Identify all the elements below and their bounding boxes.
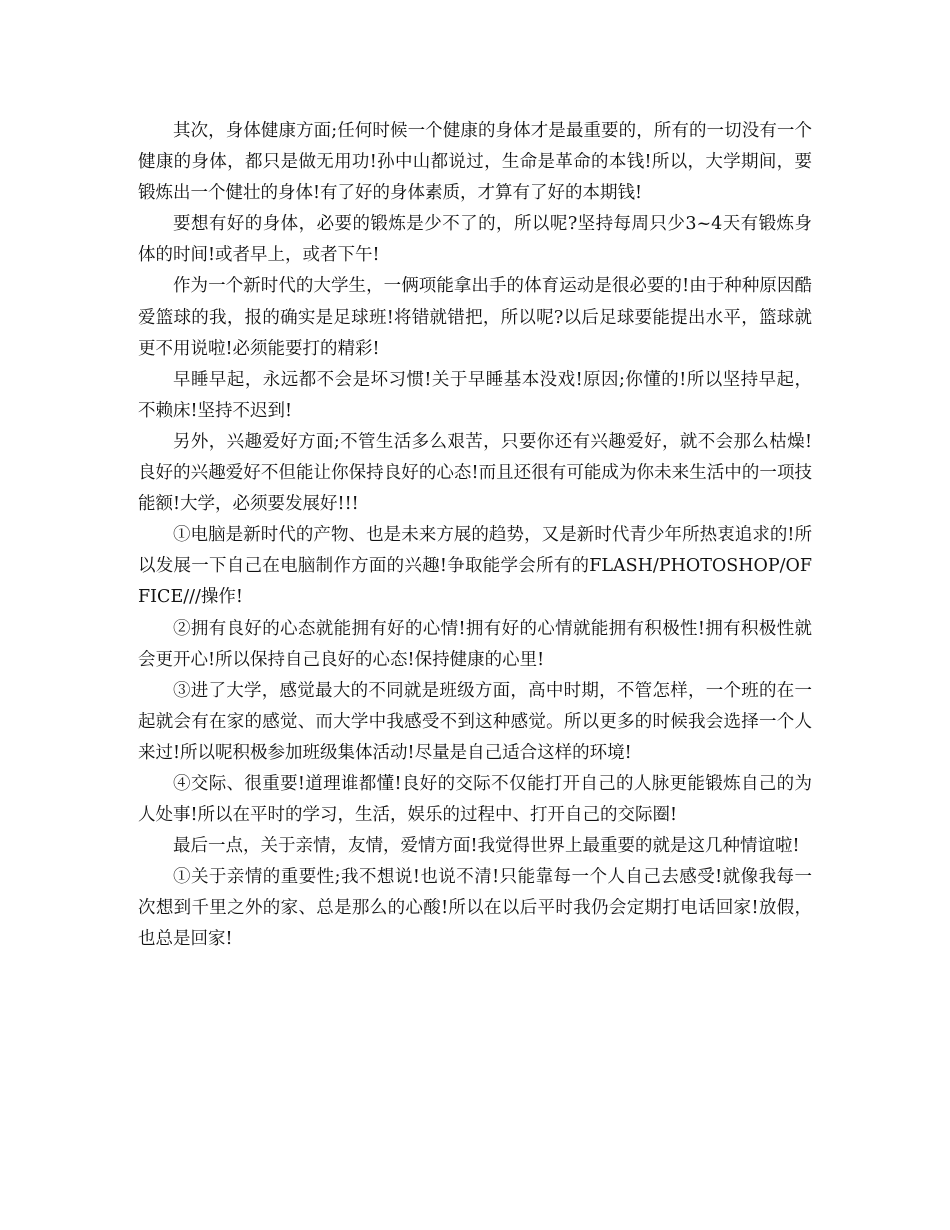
paragraph-1: 其次，身体健康方面;任何时候一个健康的身体才是最重要的，所有的一切没有一个健康的身体，都只是做无用功!孙中山都说过，生命是革命的本钱!所以，大学期间，要锻炼出一个健壮的身体!有了好的身体素质，才算有了好的本期钱!: [138, 121, 812, 204]
paragraph-2: 要想有好的身体，必要的锻炼是少不了的，所以呢?坚持每周只少3~4天有锻炼身体的时间!或者早上，或者下午!: [138, 214, 812, 266]
paragraph-8: ③进了大学，感觉最大的不同就是班级方面，高中时期，不管怎样，一个班的在一起就会有在家的感觉、而大学中我感受不到这种感觉。所以更多的时候我会选择一个人来过!所以呢积极参加班级集体活动!尽量是自己适合这样的环境!: [138, 680, 812, 763]
paragraph-3: 作为一个新时代的大学生，一俩项能拿出手的体育运动是很必要的!由于种种原因酷爱篮球的我，报的确实是足球班!将错就错把，所以呢?以后足球要能提出水平，篮球就更不用说啦!必须能要打的精彩!: [138, 276, 812, 359]
paragraph-10: 最后一点，关于亲情，友情，爱情方面!我觉得世界上最重要的就是这几种情谊啦!: [173, 836, 800, 857]
paragraph-7: ②拥有良好的心态就能拥有好的心情!拥有好的心情就能拥有积极性!拥有积极性就会更开心!所以保持自己良好的心态!保持健康的心里!: [138, 618, 812, 670]
paragraph-9: ④交际、很重要!道理谁都懂!良好的交际不仅能打开自己的人脉更能锻炼自己的为人处事!所以在平时的学习，生活，娱乐的过程中、打开自己的交际圈!: [138, 773, 812, 826]
paragraph-11: ①关于亲情的重要性;我不想说!也说不清!只能靠每一个人自己去感受!就像我每一次想到千里之外的家、总是那么的心酸!所以在以后平时我仍会定期打电话回家!放假，也总是回家!: [138, 867, 812, 950]
document-body: [138, 116, 812, 956]
paragraph-6: ①电脑是新时代的产物、也是未来方展的趋势，又是新时代青少年所热衷追求的!所以发展一下自己在电脑制作方面的兴趣!争取能学会所有的FLASH/PHOTOSHOP/OFFICE///操作!: [138, 525, 812, 608]
paragraph-5: 另外，兴趣爱好方面;不管生活多么艰苦，只要你还有兴趣爱好，就不会那么枯燥!良好的兴趣爱好不但能让你保持良好的心态!而且还很有可能成为你未来生活中的一项技能额!大学，必须要发展好!!!: [138, 431, 812, 515]
paragraph-4: 早睡早起，永远都不会是坏习惯!关于早睡基本没戏!原因;你懂的!所以坚持早起，不赖床!坚持不迟到!: [138, 369, 812, 421]
